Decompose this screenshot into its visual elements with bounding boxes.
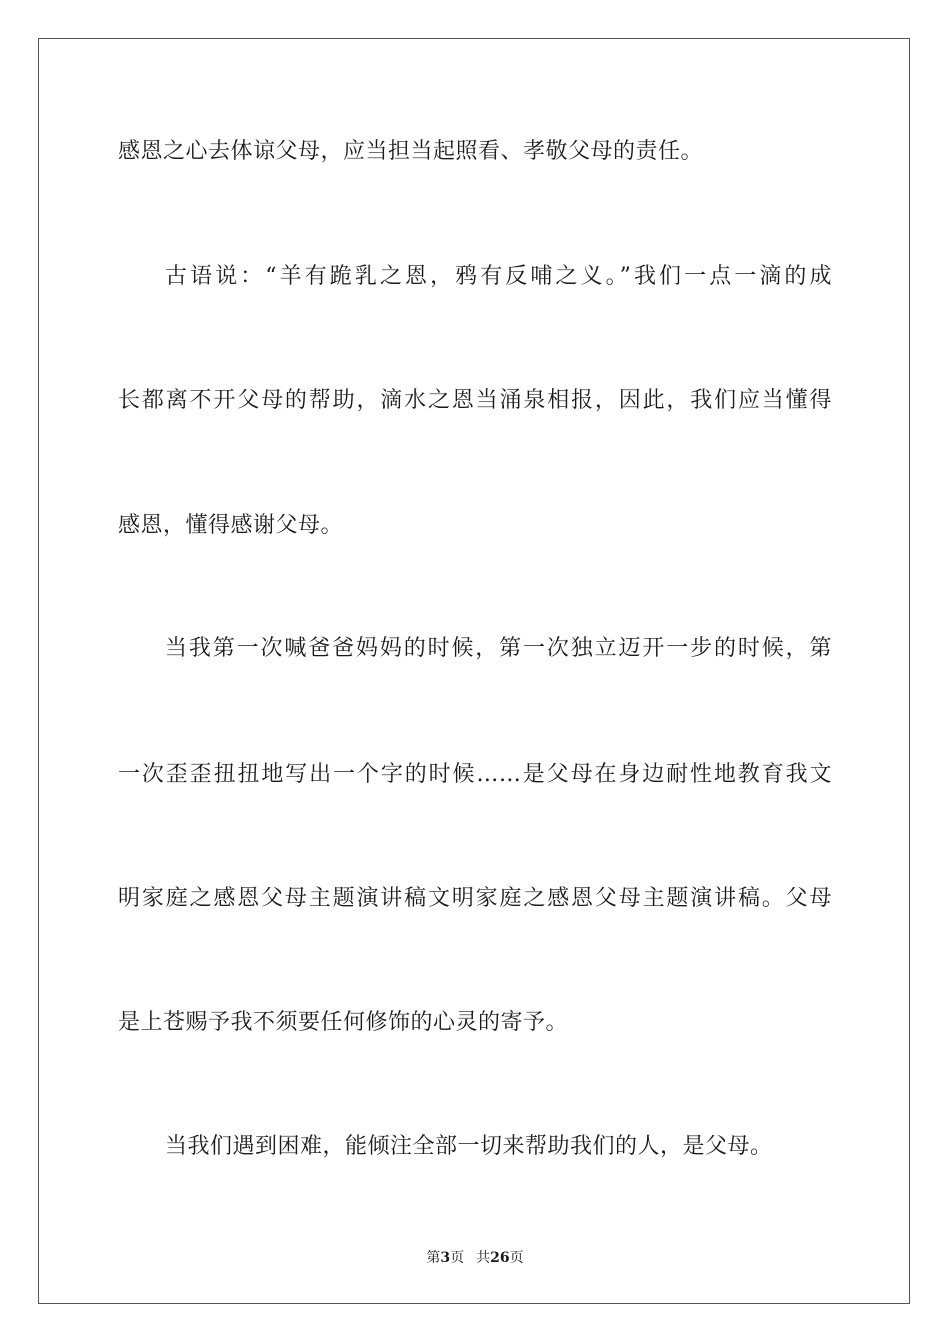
page-border (38, 38, 910, 1304)
page-prefix: 第 (426, 1250, 441, 1266)
paragraph-line: 一次歪歪扭扭地写出一个字的时候……是父母在身边耐性地教育我文 (118, 762, 832, 787)
paragraph-line: 当我们遇到困难，能倾注全部一切来帮助我们的人，是父母。 (165, 1134, 773, 1159)
paragraph-line: 古语说：“羊有跪乳之恩，鸦有反哺之义。”我们一点一滴的成 (165, 264, 832, 289)
total-pages: 26 (490, 1250, 510, 1266)
paragraph-line: 长都离不开父母的帮助，滴水之恩当涌泉相报，因此，我们应当懂得 (118, 388, 832, 413)
total-prefix: 共 (476, 1250, 491, 1266)
page-suffix: 页 (450, 1250, 465, 1266)
total-suffix: 页 (509, 1250, 524, 1266)
paragraph-line: 感恩，懂得感谢父母。 (118, 513, 344, 538)
paragraph-line: 当我第一次喊爸爸妈妈的时候，第一次独立迈开一步的时候，第 (165, 636, 832, 661)
paragraph-line: 明家庭之感恩父母主题演讲稿文明家庭之感恩父母主题演讲稿。父母 (118, 886, 832, 911)
page-footer (0, 1247, 950, 1267)
paragraph-line: 是上苍赐予我不须要任何修饰的心灵的寄予。 (118, 1010, 569, 1035)
page-number: 3 (440, 1250, 451, 1266)
paragraph-line: 感恩之心去体谅父母，应当担当起照看、孝敬父母的责任。 (118, 139, 704, 164)
